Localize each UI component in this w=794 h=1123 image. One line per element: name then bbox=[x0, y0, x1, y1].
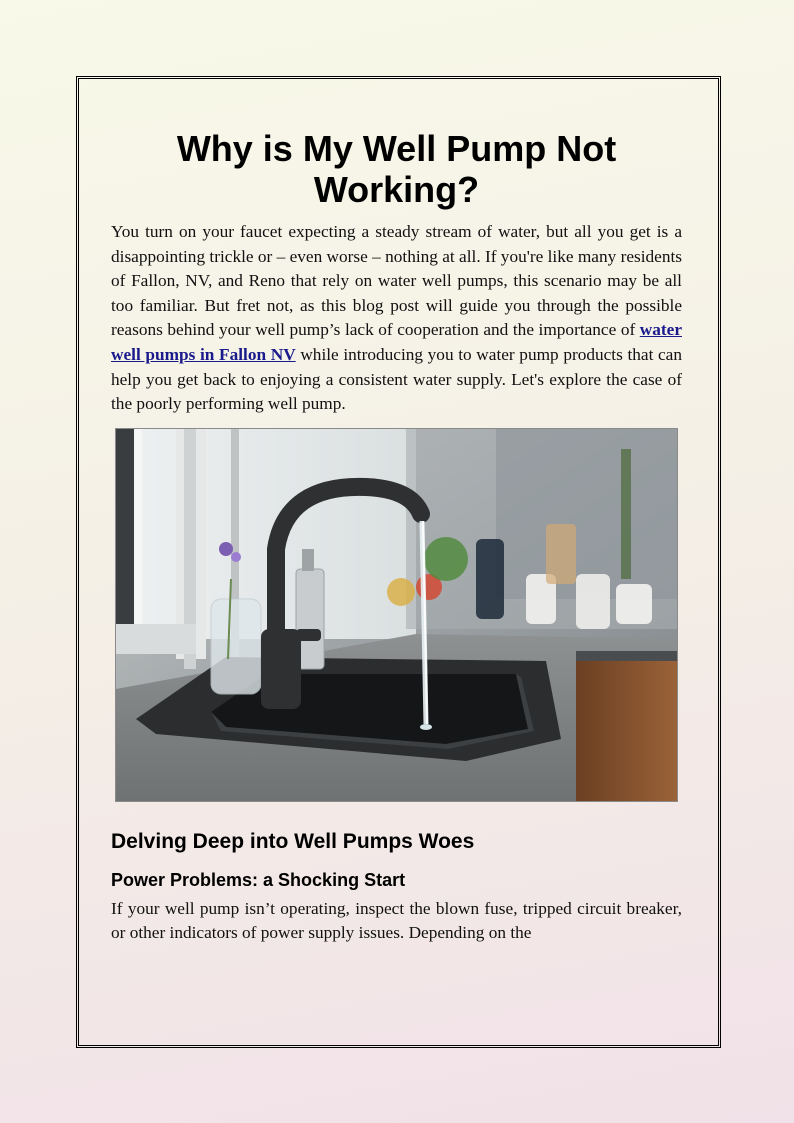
section-paragraph: If your well pump isn’t operating, inspect the blown fuse, tripped circuit breaker, or other indicators of power supply issues. Depending on the bbox=[111, 898, 682, 943]
intro-paragraph bbox=[111, 220, 682, 417]
section-subheading: Power Problems: a Shocking Start bbox=[111, 869, 406, 890]
intro-text-after: while introducing you to water pump products that can help you get back to enjoying a consistent water supply. Let's explore the case of the poorly performing well pump. bbox=[111, 344, 682, 414]
page-title: Why is My Well Pump Not Working? bbox=[176, 128, 617, 210]
kitchen-sink-photo bbox=[115, 428, 678, 802]
water-well-pumps-link[interactable]: water well pumps in Fallon NV bbox=[111, 320, 682, 364]
section-heading: Delving Deep into Well Pumps Woes bbox=[111, 829, 475, 853]
intro-text-before: You turn on your faucet expecting a steady stream of water, but all you get is a disappointing trickle or – even worse – nothing at all. If you're like many residents of Fallon, NV, and Reno that rely on water well pumps, this scenario may be all too familiar. But fret not, as this blog post will guide you through the possible reasons behind your well pump’s lack of cooperation and the importance of bbox=[111, 222, 682, 340]
article bbox=[111, 128, 682, 946]
